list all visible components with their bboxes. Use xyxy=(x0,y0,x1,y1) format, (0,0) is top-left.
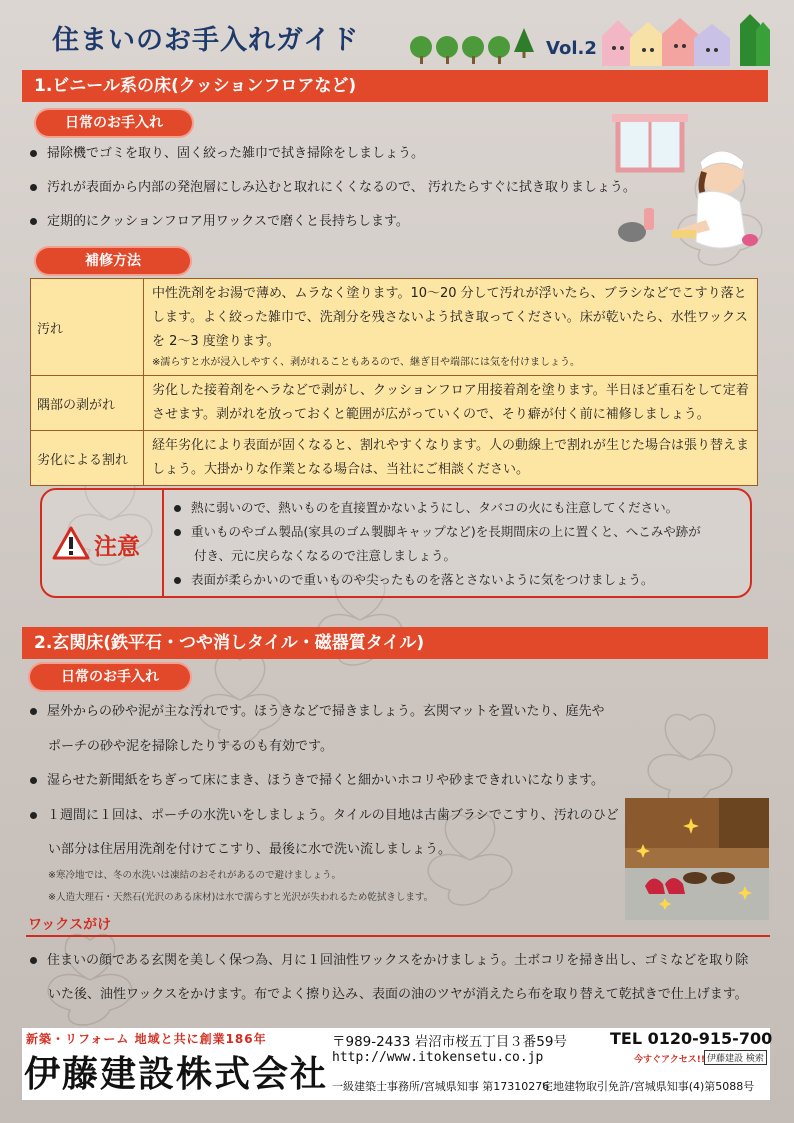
bullet-icon xyxy=(30,150,37,157)
bullet-icon xyxy=(30,184,37,191)
caution-item: 表面が柔らかいので重いものや尖ったものを落とさないように気をつけましょう。 xyxy=(174,570,654,588)
wax-title: ワックスがけ xyxy=(28,917,112,933)
bullet-icon xyxy=(174,505,181,512)
company-tagline: 新築・リフォーム 地域と共に創業186年 xyxy=(26,1032,267,1046)
table-row xyxy=(31,279,758,376)
caution-item: 熱に弱いので、熱いものを直接置かないようにし、タバコの火にも注意してください。 xyxy=(174,498,678,516)
list-item: 屋外からの砂や泥が主な汚れです。ほうきなどで掃きましょう。玄関マットを置いたり、庭先や xyxy=(30,700,604,719)
company-address: 〒989-2433 岩沼市桜五丁目３番59号 xyxy=(332,1034,567,1050)
entrance-floor-illustration xyxy=(625,798,769,920)
company-tel[interactable]: TEL 0120-915-700 xyxy=(610,1029,773,1048)
repair-value: 中性洗剤をお湯で薄め、ムラなく塗ります。10～20 分して汚れが浮いたら、ブラシなどでこすり落とします。よく絞った雑巾で、洗剤分を残さないよう拭き取ってください。床が乾いたら、水性ワックスを 2～3 度塗ります。 ※濡らすと水が浸入しやすく、剥がれることもあるので、継ぎ目や端部には気を付けましょう。 xyxy=(144,279,758,376)
page-title: 住まいのお手入れガイド xyxy=(52,25,360,56)
volume-label: Vol.2 xyxy=(546,38,597,59)
repair-key: 汚れ xyxy=(31,279,144,376)
repair-key: 隅部の剥がれ xyxy=(31,376,144,431)
caution-item-cont: 付き、元に戻らなくなるので注意しましょう。 xyxy=(194,548,457,563)
list-item: 掃除機でゴミを取り、固く絞った雑巾で拭き掃除をしましょう。 xyxy=(30,142,424,161)
section1-daily-label: 日常のお手入れ xyxy=(36,110,192,136)
note: ※人造大理石・天然石(光沢のある床材)は水で濡らすと光沢が失われるため乾拭きします。 xyxy=(48,892,434,903)
repair-value: 劣化した接着剤をヘラなどで剥がし、クッションフロア用接着剤を塗ります。半日ほど重石をして定着させます。剥がれを放っておくと範囲が広がっていくので、そり癖が付く前に補修しましょう。 xyxy=(144,376,758,431)
list-item: 定期的にクッションフロア用ワックスで磨くと長持ちします。 xyxy=(30,210,409,229)
license-architect: 一級建築士事務所/宮城県知事 第17310276 xyxy=(332,1080,550,1093)
list-item: １週間に１回は、ポーチの水洗いをしましょう。タイルの目地は古歯ブラシでこすり、汚れのひど xyxy=(30,804,619,823)
caution-label: 注意 xyxy=(94,534,140,560)
caution-box xyxy=(40,488,752,598)
section2-header: 2.玄関床(鉄平石・つや消しタイル・磁器質タイル) xyxy=(22,627,768,659)
bullet-icon xyxy=(174,529,181,536)
list-item-cont: ポーチの砂や泥を掃除したりするのも有効です。 xyxy=(48,739,333,754)
repair-value: 経年劣化により表面が固くなると、割れやすくなります。人の動線上で割れが生じた場合は張り替えましょう。大掛かりな作業となる場合は、当社にご相談ください。 xyxy=(144,431,758,486)
company-url[interactable]: http://www.itokensetu.co.jp xyxy=(332,1050,544,1065)
bullet-icon xyxy=(174,577,181,584)
wax-divider xyxy=(26,935,770,937)
section2-daily-label: 日常のお手入れ xyxy=(30,664,190,690)
list-item-cont: い部分は住居用洗剤を付けてこすり、最後に水で洗い流しましょう。 xyxy=(48,842,452,857)
repair-label: 補修方法 xyxy=(36,248,190,274)
cleaning-woman-illustration xyxy=(610,112,770,257)
warning-icon xyxy=(52,526,90,560)
list-item-cont: いた後、油性ワックスをかけます。布でよく擦り込み、表面の油のツヤが消えたら布を取り替えて乾拭きで仕上げます。 xyxy=(48,987,748,1002)
search-box[interactable]: 伊藤建設 検索 xyxy=(704,1050,767,1065)
bullet-icon xyxy=(30,812,37,819)
list-item: 湿らせた新聞紙をちぎって床にまき、ほうきで掃くと細かいホコリや砂まできれいになります。 xyxy=(30,769,604,788)
license-realestate: 宅地建物取引免許/宮城県知事(4)第5088号 xyxy=(542,1080,755,1093)
bullet-icon xyxy=(30,708,37,715)
note: ※寒冷地では、冬の水洗いは凍結のおそれがあるので避けましょう。 xyxy=(48,870,341,881)
access-label: 今すぐアクセス!! xyxy=(634,1055,705,1065)
bullet-icon xyxy=(30,777,37,784)
repair-table xyxy=(30,278,758,486)
tree-illustration xyxy=(410,28,534,58)
footer xyxy=(22,1028,773,1100)
list-item: 汚れが表面から内部の発泡層にしみ込むと取れにくくなるので、 汚れたらすぐに拭き取りましょう。 xyxy=(30,176,636,195)
list-item: 住まいの顔である玄関を美しく保つ為、月に１回油性ワックスをかけましょう。土ボコリを掃き出し、ゴミなどを取り除 xyxy=(30,949,748,968)
company-name: 伊藤建設株式会社 xyxy=(24,1054,329,1095)
repair-key: 劣化による割れ xyxy=(31,431,144,486)
bullet-icon xyxy=(30,218,37,225)
caution-item: 重いものやゴム製品(家具のゴム製脚キャップなど)を長期間床の上に置くと、へこみや跡が xyxy=(174,522,701,540)
table-row xyxy=(31,431,758,486)
section1-header: 1.ビニール系の床(クッションフロアなど) xyxy=(22,70,768,102)
bullet-icon xyxy=(30,957,37,964)
repair-note: ※濡らすと水が浸入しやすく、剥がれることもあるので、継ぎ目や端部には気を付けましょう。 xyxy=(152,357,580,368)
houses-illustration xyxy=(600,14,770,66)
table-row xyxy=(31,376,758,431)
